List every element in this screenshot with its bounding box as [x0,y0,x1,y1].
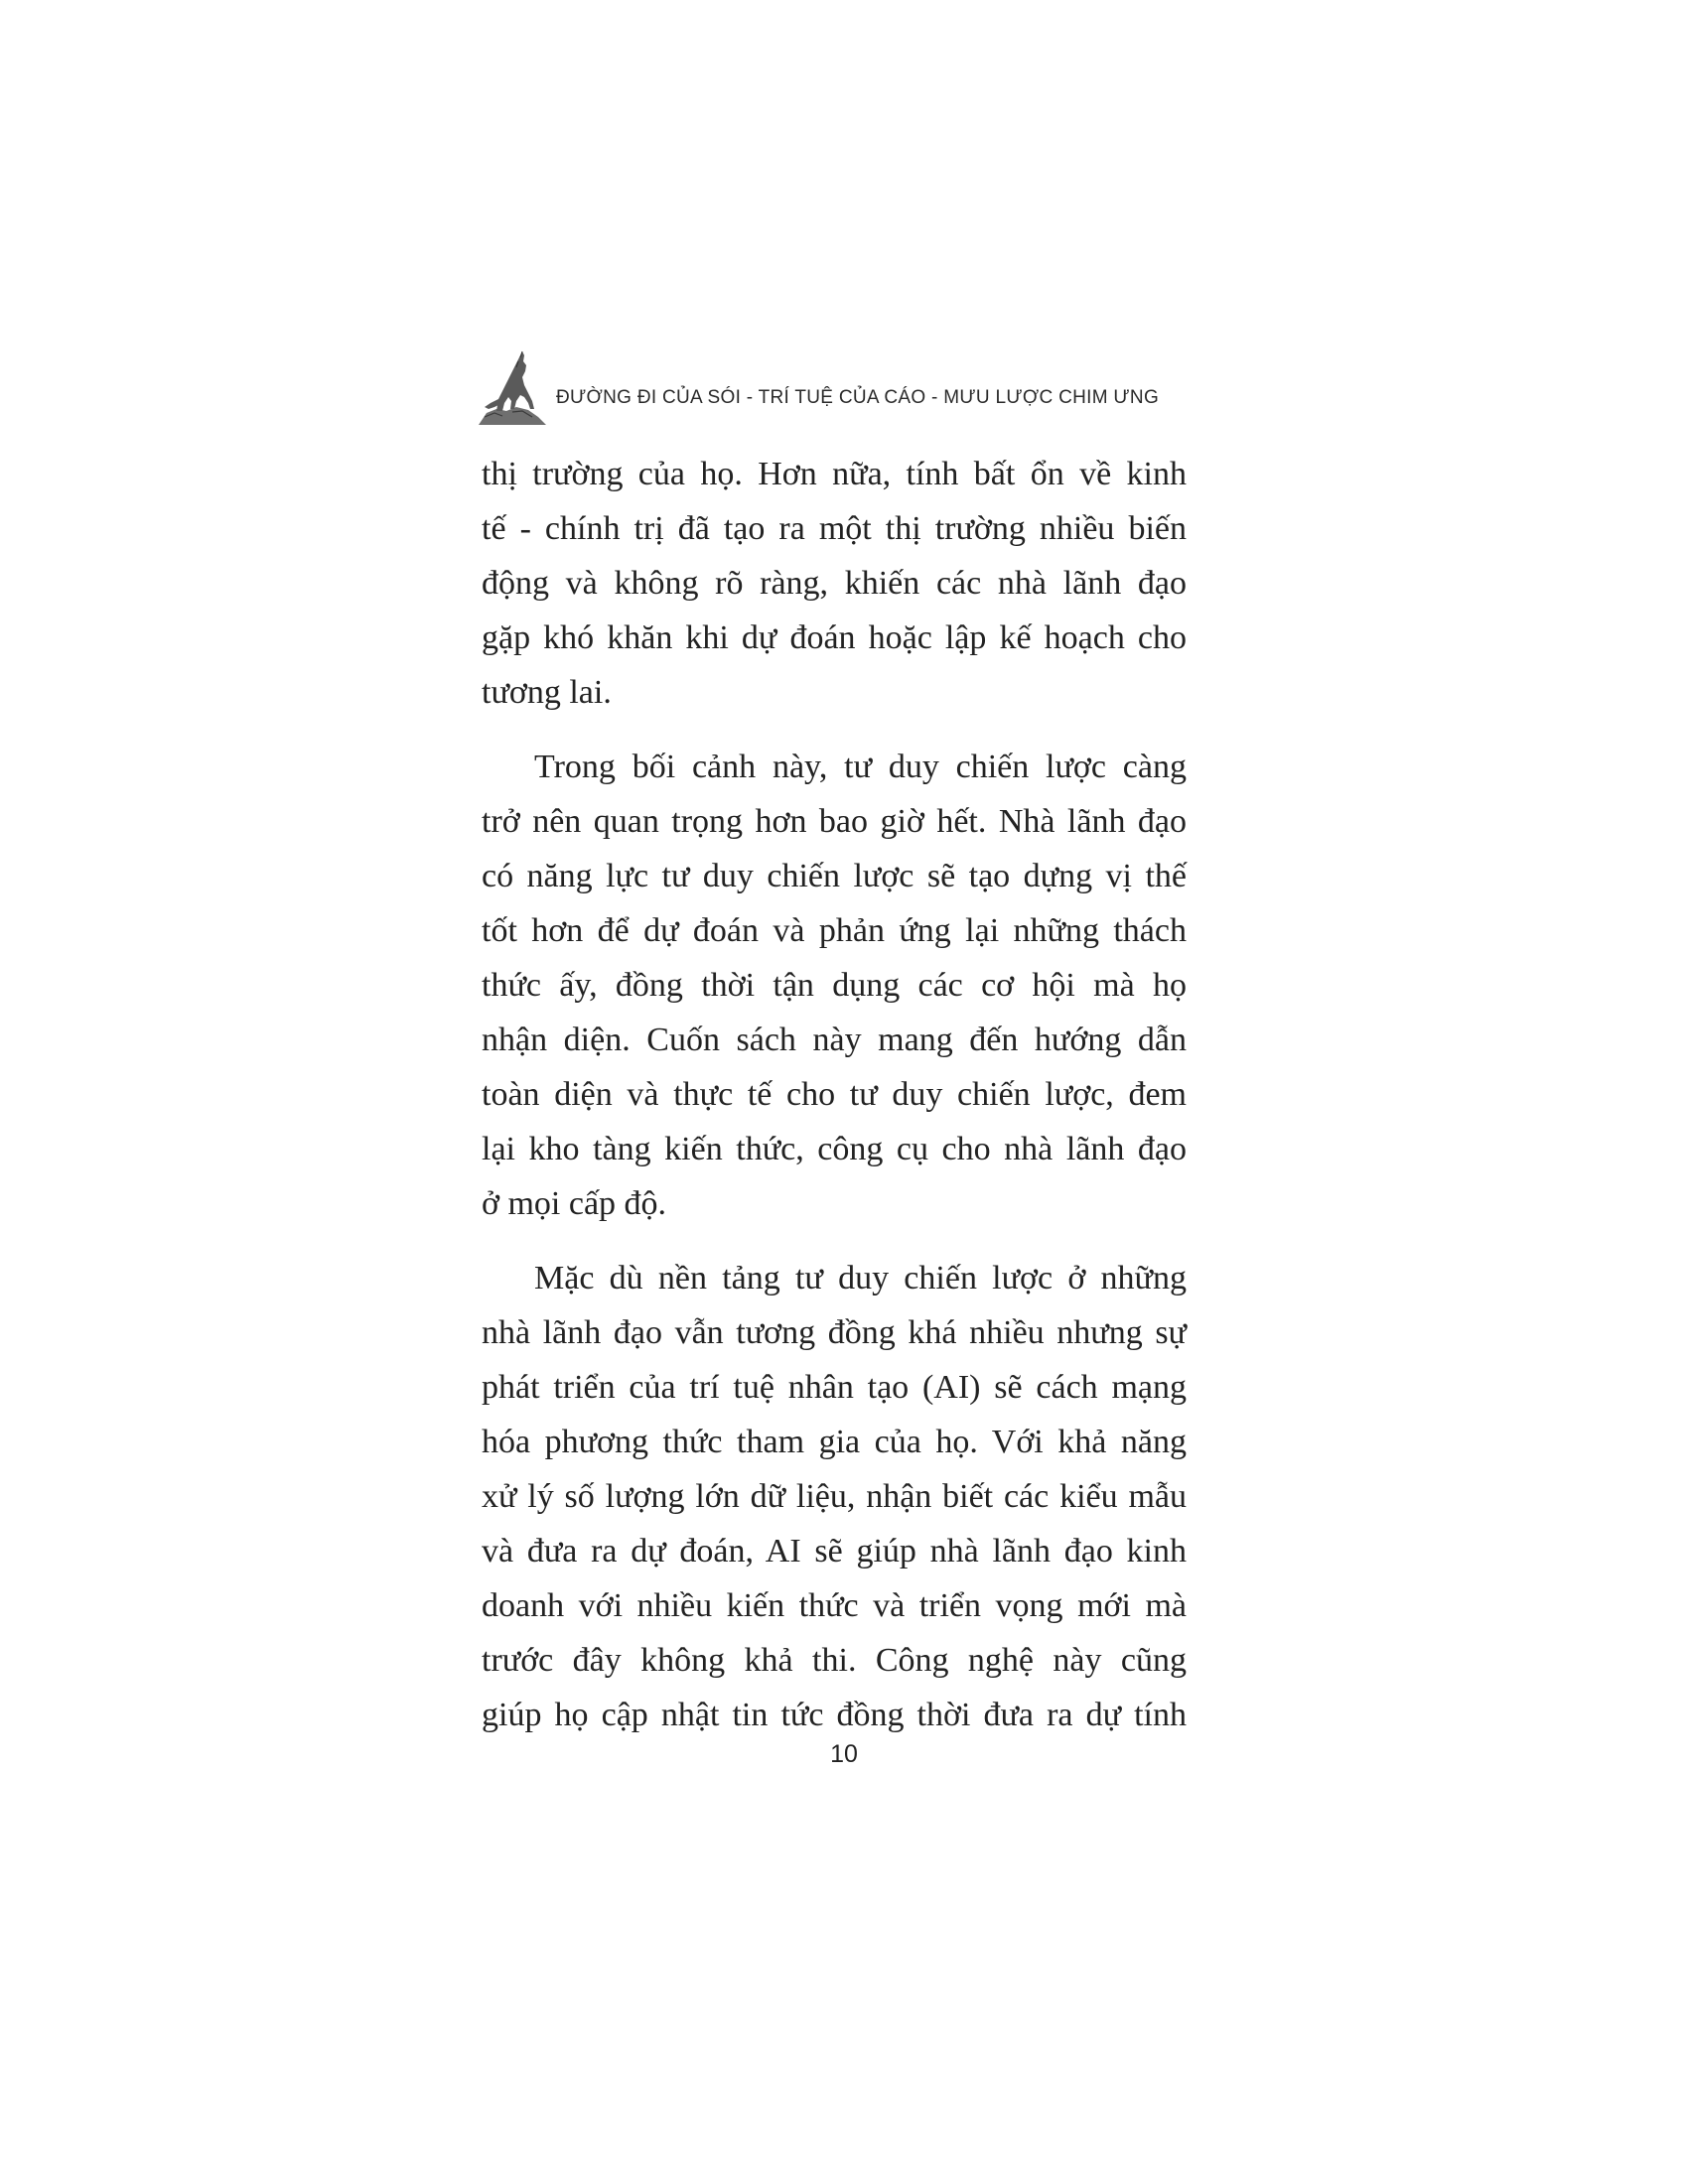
text-line: trước đây không khả thi. Công nghệ này cũng [482,1642,1187,1679]
text-line: xử lý số lượng lớn dữ liệu, nhận biết các kiểu mẫu [482,1478,1187,1515]
text-line: và đưa ra dự đoán, AI sẽ giúp nhà lãnh đạo kinh [482,1533,1187,1570]
paragraph [482,1251,1187,1742]
body-text [482,447,1187,1742]
text-line: gặp khó khăn khi dự đoán hoặc lập kế hoạch cho [482,619,1187,656]
paragraph [482,447,1187,720]
text-line: phát triển của trí tuệ nhân tạo (AI) sẽ cách mạng [482,1369,1187,1406]
text-line: trở nên quan trọng hơn bao giờ hết. Nhà lãnh đạo [482,803,1187,840]
text-line: nhà lãnh đạo vẫn tương đồng khá nhiều nhưng sự [482,1314,1187,1351]
text-line: doanh với nhiều kiến thức và triển vọng mới mà [482,1587,1187,1624]
text-line: Trong bối cảnh này, tư duy chiến lược càng [534,749,1187,785]
text-line: giúp họ cập nhật tin tức đồng thời đưa ra dự tính [482,1697,1187,1733]
text-line: Mặc dù nền tảng tư duy chiến lược ở những [534,1260,1187,1297]
page-number: 10 [830,1740,858,1768]
text-line: ở mọi cấp độ. [482,1185,667,1222]
text-line: hóa phương thức tham gia của họ. Với khả năng [482,1424,1187,1460]
wolf-icon [477,347,548,427]
text-line: tốt hơn để dự đoán và phản ứng lại những thách [482,912,1187,949]
text-line: thị trường của họ. Hơn nữa, tính bất ổn về kinh [482,456,1187,492]
paragraph [482,740,1187,1231]
text-line: tương lai. [482,674,612,711]
running-header-title: ĐƯỜNG ĐI CỦA SÓI - TRÍ TUỆ CỦA CÁO - MƯU LƯỢC CHIM ƯNG [556,387,1160,408]
text-line: tế - chính trị đã tạo ra một thị trường nhiều biến [482,510,1187,547]
text-line: nhận diện. Cuốn sách này mang đến hướng dẫn [482,1022,1187,1058]
text-line: có năng lực tư duy chiến lược sẽ tạo dựng vị thế [482,858,1187,894]
text-line: toàn diện và thực tế cho tư duy chiến lược, đem [482,1076,1187,1113]
text-line: động và không rõ ràng, khiến các nhà lãnh đạo [482,565,1187,602]
text-line: lại kho tàng kiến thức, công cụ cho nhà lãnh đạo [482,1131,1187,1167]
running-header [477,347,1211,427]
text-line: thức ấy, đồng thời tận dụng các cơ hội mà họ [482,967,1187,1004]
